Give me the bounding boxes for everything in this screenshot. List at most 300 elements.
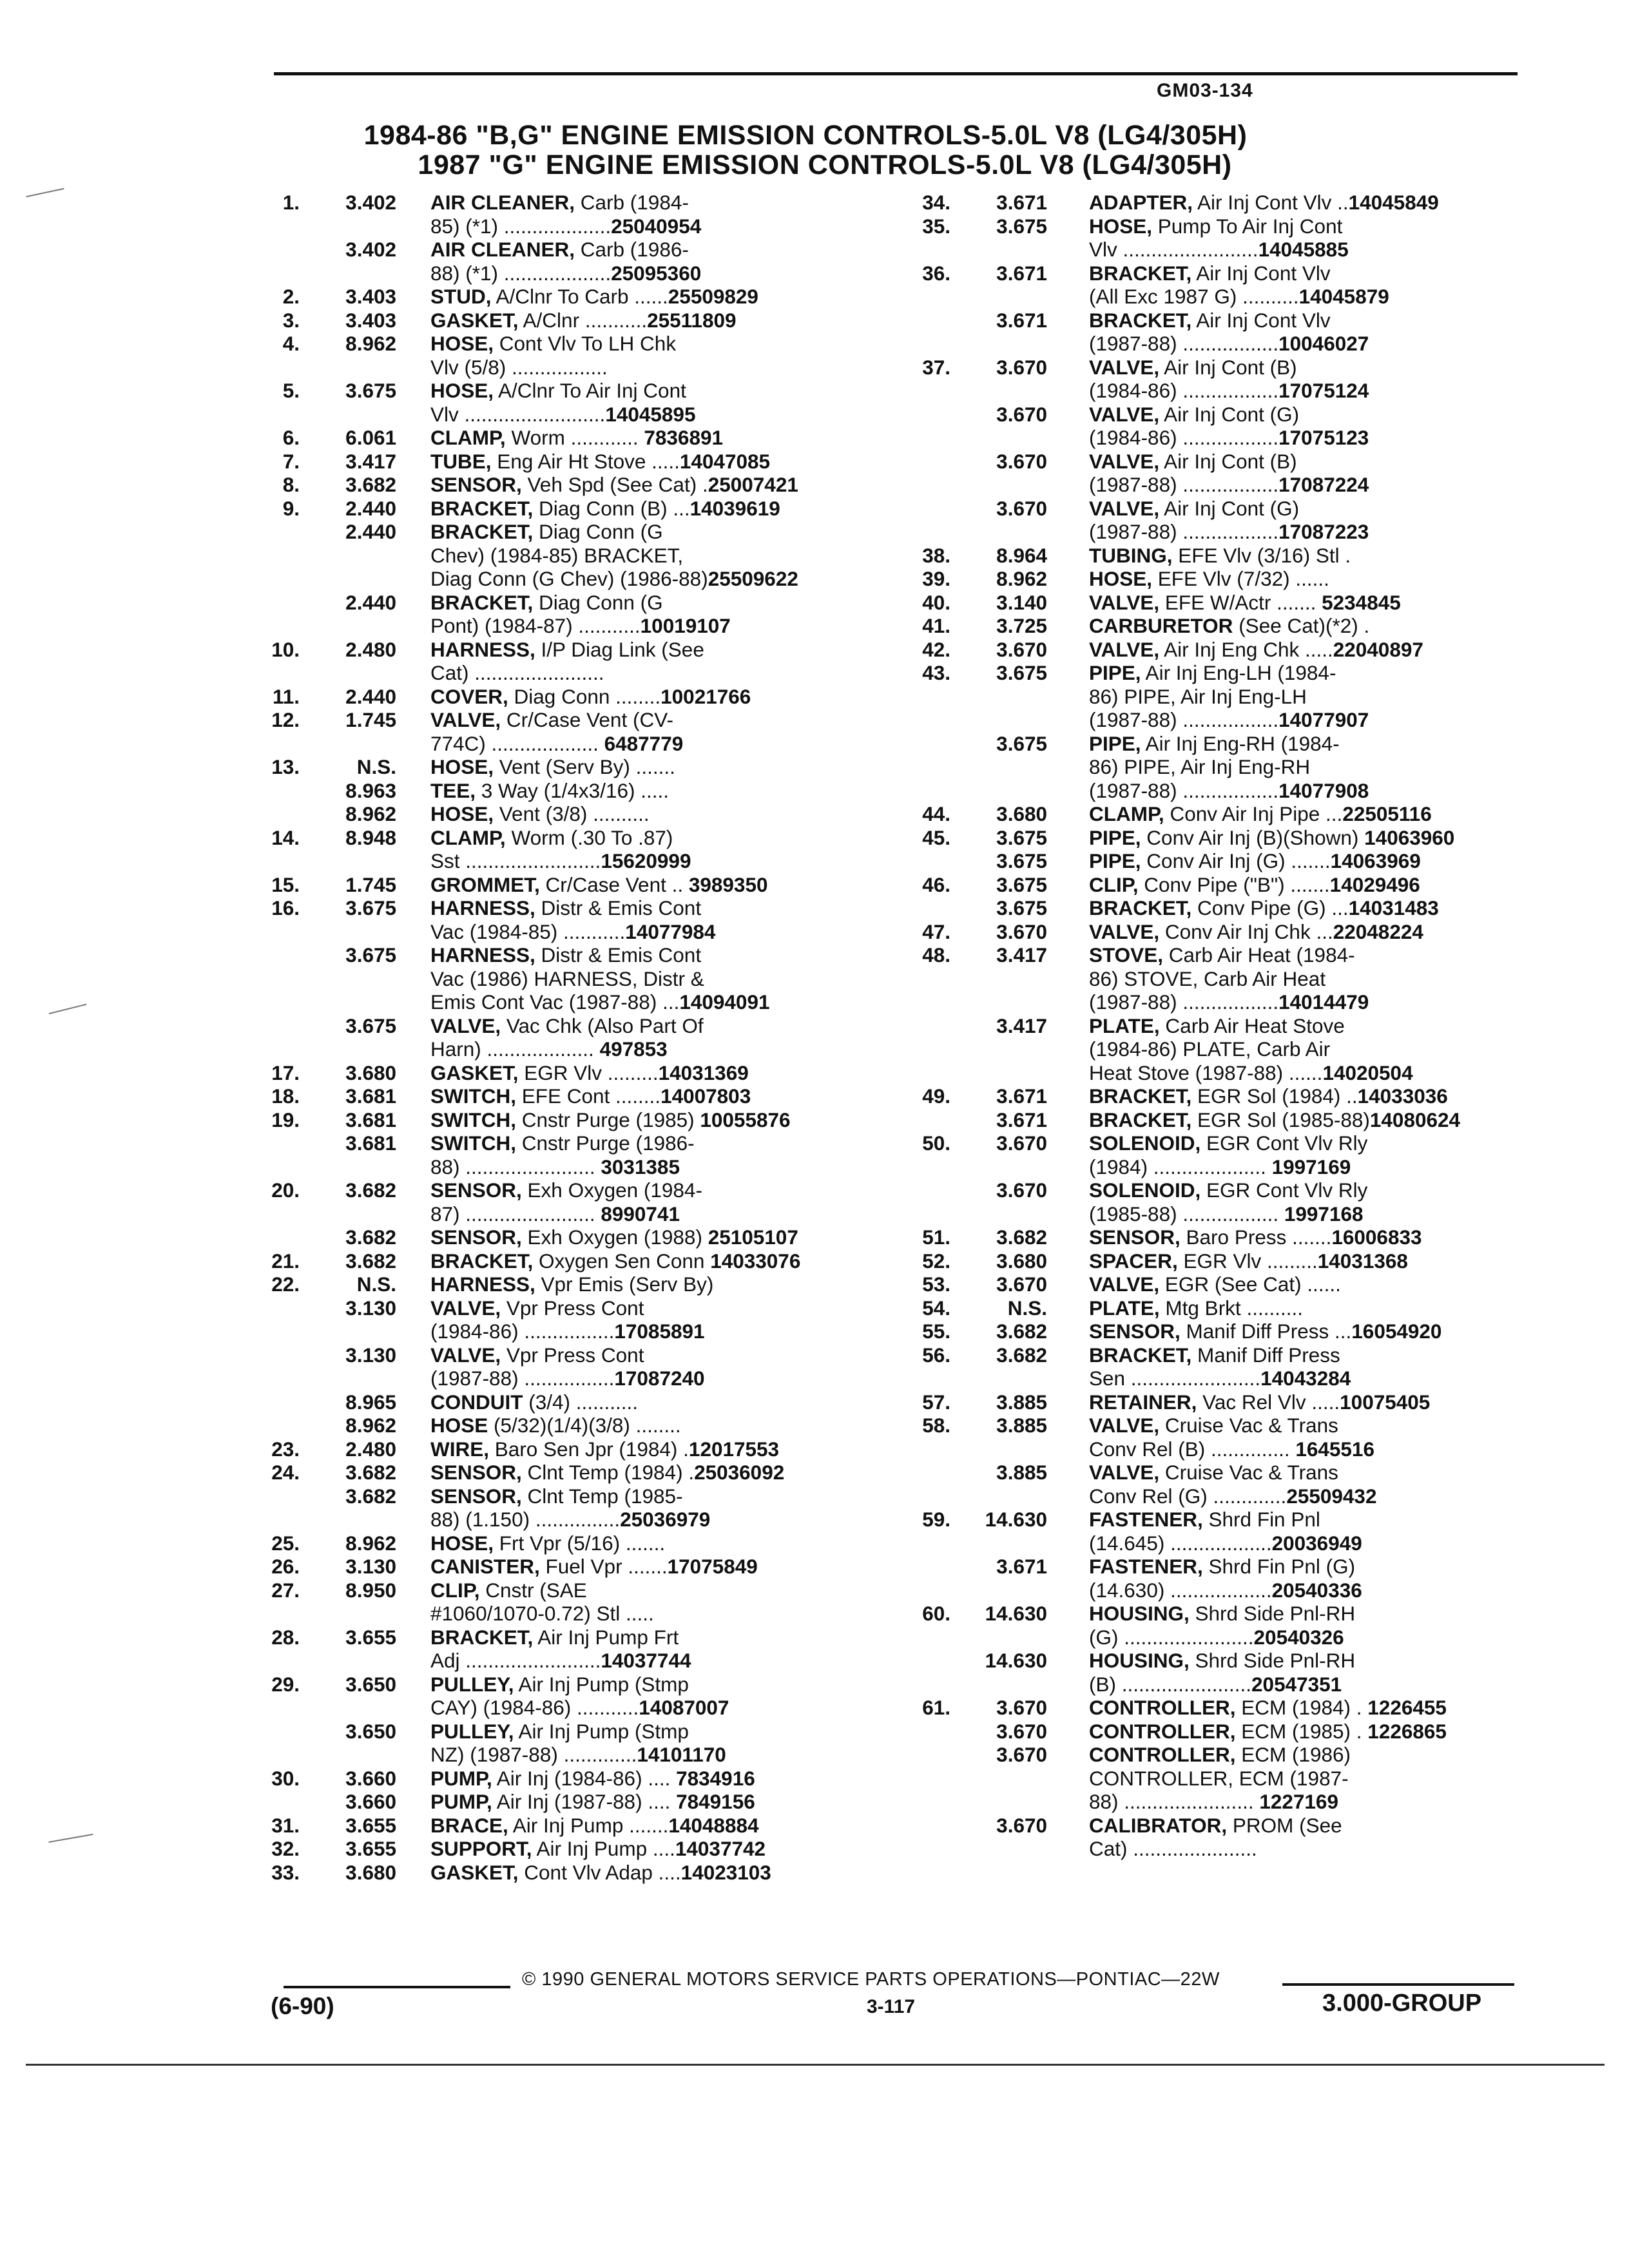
part-number: 12017553: [688, 1437, 780, 1461]
item-number: 33.: [271, 1860, 300, 1884]
item-number: 2.: [282, 285, 300, 308]
group-number: 3.670: [996, 1131, 1047, 1155]
group-number: 3.675: [996, 872, 1047, 896]
part-number: 10019107: [640, 614, 731, 637]
part-detail: Cnstr (SAE: [479, 1578, 587, 1602]
part-detail: Baro Press .......: [1180, 1225, 1332, 1249]
part-name: VALVE,: [1089, 449, 1160, 473]
part-name: BRACKET,: [1089, 261, 1192, 285]
part-detail: CONTROLLER, ECM (1987-: [1089, 1766, 1349, 1790]
item-number: 24.: [271, 1461, 300, 1484]
item-description: [430, 1061, 749, 1085]
item-description: [430, 732, 683, 756]
part-detail: Conv Pipe ("B") .......: [1138, 872, 1330, 896]
item-description: [1089, 1061, 1413, 1085]
parts-list-right: [905, 191, 1556, 1861]
part-number: 14045895: [605, 402, 696, 426]
group-number: 3.681: [345, 1131, 396, 1155]
list-item: [255, 1414, 899, 1437]
item-description: [430, 1343, 644, 1367]
part-name: VALVE,: [430, 1296, 501, 1320]
group-number: 3.417: [345, 449, 396, 473]
list-item: [255, 849, 899, 873]
item-description: [1089, 520, 1369, 544]
part-number: 14045879: [1298, 285, 1389, 308]
part-detail: Pump To Air Inj Cont: [1152, 214, 1343, 238]
item-description: [1089, 1579, 1362, 1602]
list-item: [255, 1014, 899, 1038]
item-description: [1089, 1673, 1342, 1696]
item-description: [1089, 1249, 1408, 1273]
item-description: [1089, 1532, 1362, 1555]
item-description: [1089, 1367, 1351, 1390]
list-item: [255, 896, 899, 920]
part-name: ADAPTER,: [1089, 191, 1193, 214]
item-number: 48.: [922, 943, 950, 966]
item-number: 19.: [271, 1108, 300, 1131]
page-number: 3-117: [867, 1996, 916, 2017]
list-item: [255, 1225, 899, 1249]
list-item: [255, 285, 899, 309]
group-number: 8.962: [345, 1531, 396, 1555]
part-number: 14080624: [1369, 1108, 1461, 1131]
group-number: 3.675: [996, 825, 1047, 849]
part-name: PUMP,: [430, 1766, 492, 1790]
list-item: [905, 638, 1556, 662]
part-name: VALVE,: [430, 1343, 501, 1367]
part-detail: Air Inj (1984-86) ....: [492, 1766, 677, 1790]
list-item: [255, 497, 899, 521]
group-number: 8.965: [345, 1390, 396, 1414]
part-number: 25036092: [694, 1461, 785, 1484]
part-detail: Cont Vlv To LH Chk: [494, 332, 677, 355]
part-detail: 88) (1.150) ...............: [430, 1508, 621, 1531]
group-number: 3.675: [996, 214, 1047, 238]
group-number: 3.130: [345, 1296, 396, 1320]
part-detail: Clnt Temp (1985-: [521, 1484, 683, 1508]
group-number: N.S.: [1007, 1296, 1047, 1320]
part-detail: Air Inj Pump .......: [508, 1813, 669, 1837]
item-description: [430, 191, 689, 215]
item-description: [430, 309, 737, 332]
list-item: [905, 1296, 1556, 1320]
part-name: HOSE,: [430, 379, 494, 402]
item-description: [1089, 638, 1423, 662]
list-item: [905, 1131, 1556, 1155]
part-name: RETAINER,: [1089, 1390, 1197, 1414]
part-number: 14048884: [668, 1813, 759, 1837]
list-item: [255, 732, 899, 756]
list-item: [255, 873, 899, 897]
list-item: [905, 520, 1556, 544]
list-item: [905, 1696, 1556, 1720]
list-item: [905, 1673, 1556, 1696]
item-number: 36.: [922, 261, 950, 285]
part-detail: Air Inj Eng Chk .....: [1159, 637, 1333, 661]
group-number: 8.963: [345, 778, 396, 802]
part-name: BRACKET,: [430, 1625, 534, 1649]
item-description: [430, 567, 798, 591]
footer-rule-right: [1282, 1983, 1514, 1986]
group-number: 1.745: [345, 872, 396, 896]
group-number: 3.650: [345, 1719, 396, 1743]
item-number: 30.: [271, 1766, 300, 1790]
group-number: 3.885: [996, 1390, 1047, 1414]
item-number: 41.: [922, 614, 950, 637]
item-number: 45.: [922, 825, 950, 849]
item-description: [430, 1390, 638, 1414]
part-name: HOSE,: [430, 755, 494, 778]
group-number: 2.440: [345, 496, 396, 520]
list-item: [255, 238, 899, 262]
part-number: 14031369: [658, 1061, 749, 1084]
part-name: SUPPORT,: [430, 1837, 532, 1860]
part-detail: EFE Cont ........: [516, 1084, 661, 1108]
list-item: [905, 356, 1556, 380]
group-number: 3.655: [345, 1625, 396, 1649]
item-description: [430, 1508, 710, 1532]
part-number: 14043284: [1260, 1367, 1351, 1390]
list-item: [255, 1861, 899, 1885]
part-detail: Air Inj Cont (B): [1159, 449, 1297, 473]
list-item: [905, 920, 1556, 944]
part-detail: PROM (See: [1227, 1813, 1342, 1837]
list-item: [905, 1814, 1556, 1838]
group-number: 1.745: [345, 708, 396, 731]
part-number: 10075405: [1340, 1390, 1431, 1414]
item-number: 5.: [282, 379, 300, 402]
part-name: CLIP,: [430, 1578, 480, 1602]
part-number: 25095360: [611, 261, 702, 285]
list-item: [905, 1061, 1556, 1085]
list-item: [905, 1014, 1556, 1038]
part-number: 17085891: [614, 1320, 705, 1343]
list-item: [905, 849, 1556, 873]
group-number: 3.671: [996, 1084, 1047, 1108]
group-number: 3.682: [345, 1178, 396, 1202]
part-name: VALVE,: [1089, 590, 1160, 614]
group-number: 14.630: [985, 1508, 1047, 1531]
item-number: 25.: [271, 1531, 300, 1555]
part-number: 25511809: [647, 308, 737, 332]
part-detail: Conv Rel (G) .............: [1089, 1484, 1287, 1508]
item-description: [430, 1814, 759, 1838]
part-number: 17075124: [1278, 379, 1369, 402]
part-detail: Vpr Press Cont: [501, 1343, 644, 1367]
group-number: 3.670: [996, 496, 1047, 520]
list-item: [255, 520, 899, 544]
part-detail: (All Exc 1987 G) ..........: [1089, 285, 1299, 308]
part-detail: EGR Vlv .........: [1177, 1249, 1318, 1273]
list-item: [255, 1108, 899, 1132]
part-name: VALVE,: [1089, 402, 1160, 426]
group-number: 14.630: [985, 1602, 1047, 1625]
part-name: AIR CLEANER,: [430, 238, 575, 261]
list-item: [255, 1485, 899, 1508]
item-number: 35.: [922, 214, 950, 238]
list-item: [905, 1249, 1556, 1273]
page-date: (6-90): [271, 1993, 334, 2019]
item-description: [430, 685, 751, 709]
group-number: 3.670: [996, 1273, 1047, 1296]
part-name: BRACE,: [430, 1813, 508, 1837]
page-subtitle: 1987 "G" ENGINE EMISSION CONTROLS-5.0L V8 (LG4/305H): [418, 149, 1232, 180]
list-item: [905, 1790, 1556, 1814]
group-number: 3.417: [996, 943, 1047, 966]
part-name: STUD,: [430, 285, 492, 308]
part-detail: EGR Cont Vlv Rly: [1200, 1131, 1368, 1155]
part-number: 7834916: [676, 1766, 755, 1790]
item-number: 44.: [922, 802, 950, 825]
part-number: 14077908: [1278, 778, 1369, 802]
list-item: [905, 755, 1556, 779]
item-description: [1089, 1437, 1374, 1461]
list-item: [905, 1579, 1556, 1602]
part-name: CONDUIT: [430, 1390, 523, 1414]
part-detail: (1984) ....................: [1089, 1155, 1272, 1178]
item-description: [430, 1225, 798, 1249]
list-item: [255, 685, 899, 709]
part-detail: Diag Conn (G: [533, 590, 663, 614]
part-name: SOLENOID,: [1089, 1178, 1201, 1202]
part-detail: Distr & Emis Cont: [535, 943, 702, 966]
part-name: SOLENOID,: [1089, 1131, 1201, 1155]
part-number: 25105107: [708, 1225, 798, 1249]
part-number: 14039619: [689, 496, 780, 520]
part-detail: (1985-88) .................: [1089, 1202, 1284, 1225]
part-name: GASKET,: [430, 1860, 519, 1884]
part-name: CLAMP,: [430, 825, 506, 849]
list-item: [255, 567, 899, 591]
list-item: [255, 1720, 899, 1744]
part-detail: Cat) ......................: [1089, 1837, 1257, 1860]
list-item: [905, 567, 1556, 591]
part-detail: Manif Diff Press: [1191, 1343, 1340, 1367]
top-rule: [274, 72, 1518, 75]
part-detail: Vent (Serv By) .......: [494, 755, 675, 778]
list-item: [905, 403, 1556, 427]
group-number: 2.440: [345, 520, 396, 543]
list-item: [905, 685, 1556, 709]
part-name: CONTROLLER,: [1089, 1719, 1236, 1743]
part-detail: Air Inj Cont Vlv: [1191, 308, 1331, 332]
group-number: 3.675: [345, 1014, 396, 1037]
part-detail: (3/4) ...........: [523, 1390, 639, 1414]
group-number: 3.670: [996, 1719, 1047, 1743]
item-description: [430, 614, 731, 638]
part-detail: CAY) (1984-86) ...........: [430, 1696, 639, 1719]
list-item: [255, 1390, 899, 1414]
list-item: [255, 379, 899, 403]
list-item: [905, 285, 1556, 309]
part-name: STOVE,: [1089, 943, 1163, 966]
list-item: [255, 1696, 899, 1720]
item-description: [1089, 685, 1307, 709]
list-item: [905, 779, 1556, 803]
group-number: 3.402: [345, 238, 396, 261]
part-name: PULLEY,: [430, 1672, 514, 1696]
item-number: 58.: [922, 1414, 950, 1437]
part-name: BRACKET,: [430, 1249, 534, 1273]
group-number: 2.480: [345, 1437, 396, 1461]
part-name: TUBING,: [1089, 543, 1173, 567]
item-description: [1089, 826, 1454, 850]
part-detail: Sst ........................: [430, 849, 601, 872]
part-detail: (See Cat)(*2) .: [1233, 614, 1370, 637]
list-item: [255, 1178, 899, 1202]
list-item: [905, 1178, 1556, 1202]
item-description: [430, 1790, 755, 1814]
list-item: [905, 661, 1556, 685]
item-description: [430, 1155, 680, 1179]
part-detail: Oxygen Sen Conn: [533, 1249, 711, 1273]
group-number: N.S.: [356, 755, 396, 778]
group-number: 8.962: [345, 1414, 396, 1437]
part-name: VALVE,: [1089, 637, 1160, 661]
item-description: [1089, 1837, 1257, 1861]
part-detail: Carb (1986-: [575, 238, 689, 261]
list-item: [905, 1649, 1556, 1673]
list-item: [905, 1320, 1556, 1343]
part-detail: Conv Air Inj (B)(Shown): [1141, 825, 1365, 849]
list-item: [255, 1602, 899, 1626]
part-detail: (1984-86) PLATE, Carb Air: [1089, 1037, 1331, 1061]
part-detail: (14.645) ..................: [1089, 1531, 1272, 1555]
part-name: CONTROLLER,: [1089, 1696, 1236, 1719]
part-number: 14033076: [710, 1249, 801, 1273]
part-detail: Conv Rel (B) ..............: [1089, 1437, 1296, 1461]
list-item: [255, 802, 899, 826]
item-number: 4.: [282, 332, 300, 355]
part-name: SENSOR,: [1089, 1320, 1181, 1343]
item-description: [430, 896, 701, 920]
item-description: [1089, 1555, 1355, 1579]
item-description: [430, 1202, 680, 1226]
group-number: 2.440: [345, 590, 396, 614]
part-number: 14087007: [639, 1696, 729, 1719]
list-item: [255, 215, 899, 238]
part-detail: Air Inj Pump Frt: [533, 1625, 679, 1649]
item-description: [430, 1626, 679, 1649]
item-number: 49.: [922, 1084, 950, 1108]
part-name: FASTENER,: [1089, 1555, 1203, 1578]
item-description: [1089, 1602, 1355, 1626]
part-name: SWITCH,: [430, 1084, 516, 1108]
item-description: [1089, 990, 1369, 1014]
part-detail: EFE Vlv (7/32) ......: [1152, 567, 1329, 590]
part-detail: Air Inj Cont (B): [1159, 355, 1297, 379]
item-description: [1089, 1790, 1338, 1814]
item-description: [1089, 215, 1342, 238]
part-detail: Eng Air Ht Stove .....: [491, 449, 680, 473]
list-item: [905, 1155, 1556, 1179]
list-item: [255, 356, 899, 380]
part-number: 14094091: [679, 990, 770, 1014]
part-detail: (1984-86) .................: [1089, 379, 1279, 402]
group-number: 8.950: [345, 1578, 396, 1602]
group-number: 3.682: [996, 1320, 1047, 1343]
part-name: SENSOR,: [430, 473, 522, 496]
part-detail: Air Inj Pump (Stmp: [514, 1719, 689, 1743]
part-detail: EGR Sol (1984) ..: [1191, 1084, 1358, 1108]
group-number: 3.670: [996, 402, 1047, 426]
list-item: [905, 1555, 1556, 1579]
list-item: [255, 1532, 899, 1555]
item-description: [430, 520, 663, 544]
item-number: 23.: [271, 1437, 300, 1461]
list-item: [255, 191, 899, 215]
part-number: 1226865: [1367, 1719, 1447, 1743]
group-label: 3.000-GROUP: [1322, 1990, 1482, 2017]
part-detail: Vlv (5/8) .................: [430, 355, 608, 379]
part-number: 14037742: [675, 1837, 766, 1860]
part-detail: Cat) .......................: [430, 661, 604, 684]
part-detail: Vent (3/8) ..........: [494, 802, 650, 825]
list-item: [905, 943, 1556, 967]
group-number: 3.660: [345, 1790, 396, 1813]
list-item: [905, 1461, 1556, 1485]
item-description: [430, 1037, 668, 1061]
part-detail: Cr/Case Vent (CV-: [501, 708, 673, 731]
item-description: [1089, 1343, 1340, 1367]
part-number: 16054920: [1351, 1320, 1442, 1343]
part-detail: Air Inj Eng-RH (1984-: [1141, 731, 1340, 755]
list-item: [905, 1837, 1556, 1861]
part-number: 1226455: [1367, 1696, 1447, 1719]
list-item: [905, 497, 1556, 521]
item-description: [430, 426, 723, 450]
item-description: [1089, 708, 1369, 732]
list-item: [255, 943, 899, 967]
part-detail: (1987-88) .................: [1089, 332, 1279, 355]
item-number: 54.: [922, 1296, 950, 1320]
item-description: [1089, 1202, 1364, 1226]
item-description: [430, 1414, 681, 1437]
item-description: [1089, 1225, 1422, 1249]
page-title: 1984-86 "B,G" ENGINE EMISSION CONTROLS-5.0L V8 (LG4/305H): [363, 120, 1248, 151]
item-number: 47.: [922, 919, 950, 943]
part-detail: Air Inj Cont Vlv ..: [1193, 191, 1349, 214]
part-number: 25007421: [708, 473, 798, 496]
list-item: [255, 1273, 899, 1296]
part-number: 8990741: [601, 1202, 680, 1225]
part-detail: Chev) (1984-85) BRACKET,: [430, 543, 684, 567]
item-number: 59.: [922, 1508, 950, 1531]
item-description: [1089, 1485, 1376, 1508]
list-item: [905, 379, 1556, 403]
list-item: [255, 1555, 899, 1579]
list-item: [255, 1343, 899, 1367]
part-name: HOSE,: [430, 1531, 494, 1555]
item-description: [1089, 849, 1421, 873]
part-number: 17075123: [1278, 426, 1369, 449]
part-number: 25036979: [620, 1508, 711, 1531]
part-detail: (1987-88) .................: [1089, 520, 1279, 543]
group-number: 3.682: [345, 473, 396, 496]
part-name: VALVE,: [430, 708, 501, 731]
part-detail: Frt Vpr (5/16) .......: [494, 1531, 666, 1555]
list-item: [905, 708, 1556, 732]
part-number: 14029496: [1329, 872, 1420, 896]
part-number: 14101170: [637, 1743, 726, 1766]
part-detail: Conv Air Inj Chk ...: [1159, 919, 1333, 943]
part-name: SENSOR,: [430, 1484, 522, 1508]
item-description: [430, 379, 686, 403]
group-number: 3.130: [345, 1343, 396, 1367]
part-number: 20036949: [1271, 1531, 1362, 1555]
part-name: HOUSING,: [1089, 1602, 1190, 1625]
part-name: PLATE,: [1089, 1296, 1160, 1320]
